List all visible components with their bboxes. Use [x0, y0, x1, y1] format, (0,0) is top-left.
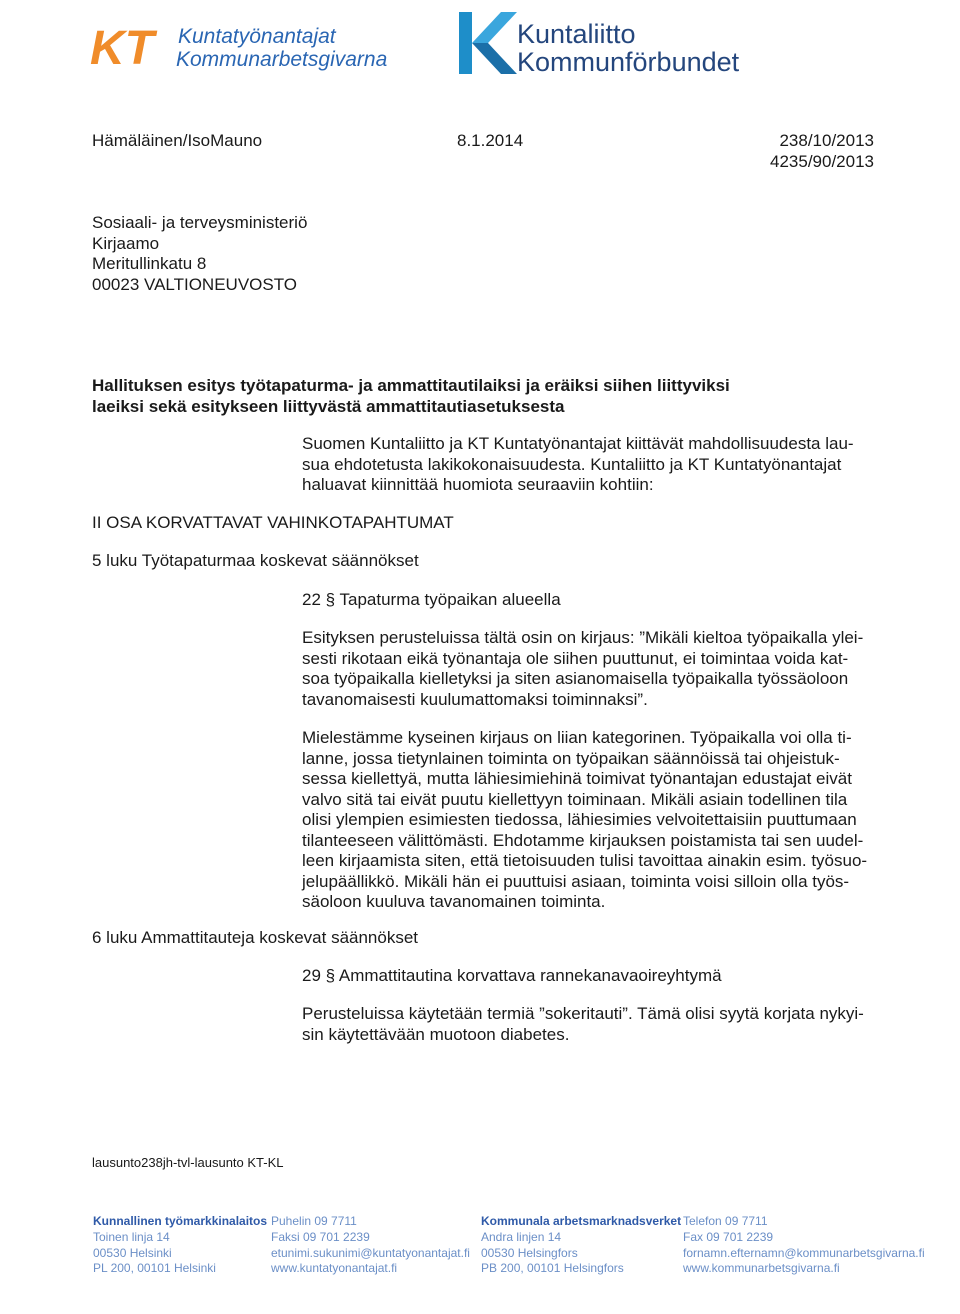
text-line: Mielestämme kyseinen kirjaus on liian kategorinen. Työpaikalla voi olla ti- — [302, 728, 852, 747]
document-date: 8.1.2014 — [457, 131, 524, 150]
text-line: soa työpaikalla kielletyksi ja siten asianomaisella työpaikalla työssäoloon — [302, 669, 849, 688]
kt-logo-mark: KT — [90, 22, 154, 72]
kuntaliitto-logo-line1: Kuntaliitto — [517, 19, 636, 49]
text-line: tavanomaisesti kuulumattomaksi toiminnaksi”. — [302, 689, 648, 709]
footer-right-organization — [481, 1214, 681, 1277]
text-line: sessa kiellettyä, mutta lähiesimiehinä toimivat työnantajan edustajat eivät — [302, 769, 852, 788]
footer-line: 00530 Helsinki — [93, 1245, 172, 1260]
text-line: leen kirjaamista siten, että tietoisuuden tulisi tavoittaa ainakin esim. työsuo- — [302, 851, 868, 870]
kt-logo — [90, 22, 410, 72]
footer-fax: Fax 09 701 2239 — [683, 1229, 774, 1244]
footer-org-name: Kunnallinen työmarkkinalaitos — [93, 1214, 268, 1228]
footer-website-link[interactable]: www.kuntatyonantajat.fi — [271, 1261, 398, 1276]
title-line: laeiksi sekä esitykseen liittyvästä ammattitautiasetuksesta — [92, 396, 565, 416]
footer-fax: Faksi 09 701 2239 — [271, 1229, 370, 1244]
text-line: valvo sitä tai eivät puutu kiellettyyn toiminaan. Mikäli asiain todellinen tila — [302, 789, 848, 809]
recipient-line: Meritullinkatu 8 — [92, 254, 207, 273]
kt-logo-graphic — [90, 22, 410, 72]
footer-left-contact — [271, 1214, 470, 1277]
paragraph-text — [302, 728, 902, 913]
kuntaliitto-logo-line2: Kommunförbundet — [517, 47, 740, 77]
text-line: sesti rikotaan eikä työnantaja ole siihen puuttunut, ei toimintaa voida kat- — [302, 648, 849, 668]
text-line: sua ehdotetusta lakikokonaisuudesta. Kuntaliitto ja KT Kuntatyönantajat — [302, 454, 842, 474]
text-line: Esityksen perusteluissa tältä osin on kirjaus: ”Mikäli kieltoa työpaikalla ylei- — [302, 628, 864, 647]
reference-numbers — [700, 131, 874, 172]
kt-logo-line1: Kuntatyönantajat — [178, 25, 336, 48]
text-line: tilanteeseen välittömästi. Ehdotamme kirjauksen poistamista tai sen uudel- — [302, 830, 864, 850]
footer-org-name: Kommunala arbetsmarknadsverket — [481, 1214, 682, 1228]
footer-line: Andra linjen 14 — [481, 1229, 562, 1244]
recipient-line: Kirjaamo — [92, 233, 160, 253]
footer-right-contact — [683, 1214, 925, 1277]
text-line: jelupäällikkö. Mikäli hän ei puuttuisi asiaan, toiminta voisi silloin olla työs- — [302, 871, 850, 891]
text-line: olisi ylempien esimiesten tiedossa, lähiesimies velvoitettaisiin puuttumaan — [302, 810, 857, 829]
footer-line: Toinen linja 14 — [93, 1229, 170, 1244]
footer-email[interactable]: etunimi.sukunimi@kuntatyonantajat.fi — [271, 1245, 470, 1260]
text-line: Perusteluissa käytetään termiä ”sokeritauti”. Tämä olisi syytä korjata nykyi- — [302, 1004, 864, 1023]
chapter-heading: 5 luku Työtapaturmaa koskevat säännökset — [92, 551, 419, 570]
footer-email[interactable]: fornamn.efternamn@kommunarbetsgivarna.fi — [683, 1245, 925, 1260]
text-line: Suomen Kuntaliitto ja KT Kuntatyönantajat kiittävät mahdollisuudesta lau- — [302, 434, 854, 453]
recipient-line: 00023 VALTIONEUVOSTO — [92, 274, 298, 294]
footer-phone: Puhelin 09 7711 — [271, 1214, 357, 1228]
paragraph-text — [302, 628, 902, 710]
reference-number: 238/10/2013 — [779, 131, 874, 150]
paragraph-text — [302, 1004, 902, 1045]
footer-line: PB 200, 00101 Helsingfors — [481, 1261, 624, 1276]
text-line: sin käytettävään muotoon diabetes. — [302, 1024, 570, 1044]
footer-left-organization — [93, 1214, 267, 1277]
kuntaliitto-logo-graphic — [455, 10, 765, 78]
footer-phone: Telefon 09 7711 — [683, 1214, 768, 1228]
text-line: haluavat kiinnittää huomiota seuraaviin kohtiin: — [302, 475, 654, 494]
footer-line: 00530 Helsingfors — [481, 1245, 578, 1260]
footer-line: PL 200, 00101 Helsinki — [93, 1261, 216, 1276]
author: Hämäläinen/IsoMauno — [92, 131, 263, 150]
kt-logo-line2: Kommunarbetsgivarna — [176, 48, 388, 71]
paragraph-heading: 22 § Tapaturma työpaikan alueella — [302, 590, 561, 609]
recipient-address — [92, 213, 307, 295]
chapter-heading: 6 luku Ammattitauteja koskevat säännökset — [92, 928, 419, 947]
paragraph-heading: 29 § Ammattitautina korvattava rannekanavaoireyhtymä — [302, 966, 722, 985]
document-filename: lausunto238jh-tvl-lausunto KT-KL — [92, 1155, 284, 1170]
title-line: Hallituksen esitys työtapaturma- ja ammattitautilaiksi ja eräiksi siihen liittyviksi — [92, 376, 730, 395]
section-heading: II OSA KORVATTAVAT VAHINKOTAPAHTUMAT — [92, 513, 454, 532]
footer-website-link[interactable]: www.kommunarbetsgivarna.fi — [683, 1261, 840, 1276]
recipient-line: Sosiaali- ja terveysministeriö — [92, 213, 308, 232]
reference-number: 4235/90/2013 — [770, 151, 874, 171]
kuntaliitto-logo — [455, 10, 765, 78]
document-title — [92, 376, 792, 417]
text-line: lanne, jossa tietynlainen toiminta on työpaikan säännöissä tai ohjeistuk- — [302, 748, 840, 768]
kuntaliitto-logo-mark — [459, 12, 517, 74]
intro-paragraph — [302, 434, 902, 496]
text-line: säoloon kuuluva tavanomainen toiminta. — [302, 892, 606, 911]
